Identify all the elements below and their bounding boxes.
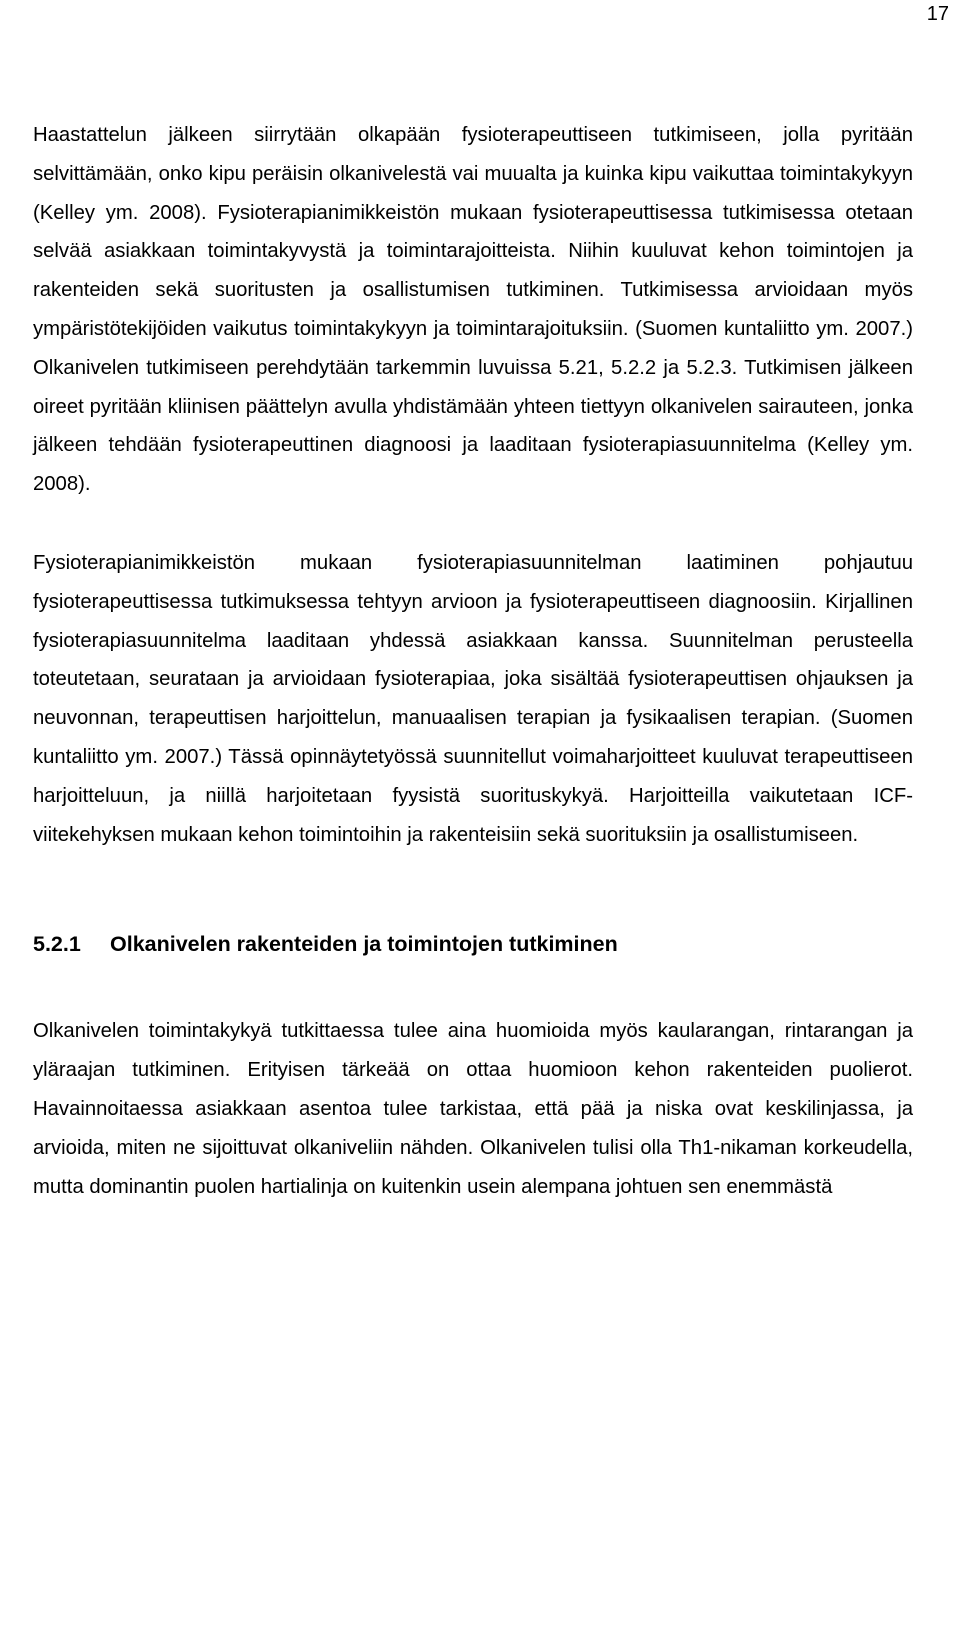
section-heading (33, 929, 913, 959)
section-title: Olkanivelen rakenteiden ja toimintojen tutkiminen (110, 932, 618, 957)
body-paragraph: Olkanivelen toimintakykyä tutkittaessa tulee aina huomioida myös kaularangan, rintarangan ja yläraajan tutkiminen. Erityisen tärkeää on ottaa huomioon kehon rakenteiden puolierot. Havainnoitaessa asiakkaan asentoa tulee tarkistaa, että pää ja niska ovat keskilinjassa, ja arvioida, miten ne sijoittuvat olkaniveliin nähden. Olkanivelen tulisi olla Th1-nikaman korkeudella, mutta dominantin puolen hartialinja on kuitenkin usein alempana johtuen sen enemmästä (33, 1020, 913, 1198)
document-body (33, 116, 913, 1206)
body-paragraph: Fysioterapianimikkeistön mukaan fysioterapiasuunnitelman laatiminen pohjautuu fysioterapeuttisessa tutkimuksessa tehtyyn arvioon ja fysioterapeuttiseen diagnoosiin. Kirjallinen fysioterapiasuunnitelma laaditaan yhdessä asiakkaan kanssa. Suunnitelman perusteella toteutetaan, seurataan ja arvioidaan fysioterapiaa, joka sisältää fysioterapeuttisen ohjauksen ja neuvonnan, terapeuttisen harjoittelun, manuaalisen terapian ja fysikaalisen terapian. (Suomen kuntaliitto ym. 2007.) Tässä opinnäytetyössä suunnitellut voimaharjoitteet kuuluvat terapeuttiseen harjoitteluun, ja niillä harjoitetaan fyysistä suorituskykyä. Harjoitteilla vaikutetaan ICF-viitekehyksen mukaan kehon toimintoihin ja rakenteisiin sekä suorituksiin ja osallistumiseen. (33, 551, 913, 846)
section-number: 5.2.1 (33, 932, 81, 957)
page-number: 17 (926, 3, 949, 25)
body-paragraph: Haastattelun jälkeen siirrytään olkapään fysioterapeuttiseen tutkimiseen, jolla pyritään selvittämään, onko kipu peräisin olkanivelestä vai muualta ja kuinka kipu vaikuttaa toimintakykyyn (Kelley ym. 2008). Fysioterapianimikkeistön mukaan fysioterapeuttisessa tutkimisessa otetaan selvää asiakkaan toimintakyvystä ja toimintarajoitteista. Niihin kuuluvat kehon toimintojen ja rakenteiden sekä suoritusten ja osallistumisen tutkiminen. Tutkimisessa arvioidaan myös ympäristötekijöiden vaikutus toimintakykyyn ja toimintarajoituksiin. (Suomen kuntaliitto ym. 2007.) Olkanivelen tutkimiseen perehdytään tarkemmin luvuissa 5.21, 5.2.2 ja 5.2.3. Tutkimisen jälkeen oireet pyritään kliinisen päättelyn avulla yhdistämään yhteen tiettyyn olkanivelen sairauteen, jonka jälkeen tehdään fysioterapeuttinen diagnoosi ja laaditaan fysioterapiasuunnitelma (Kelley ym. 2008). (33, 124, 913, 496)
